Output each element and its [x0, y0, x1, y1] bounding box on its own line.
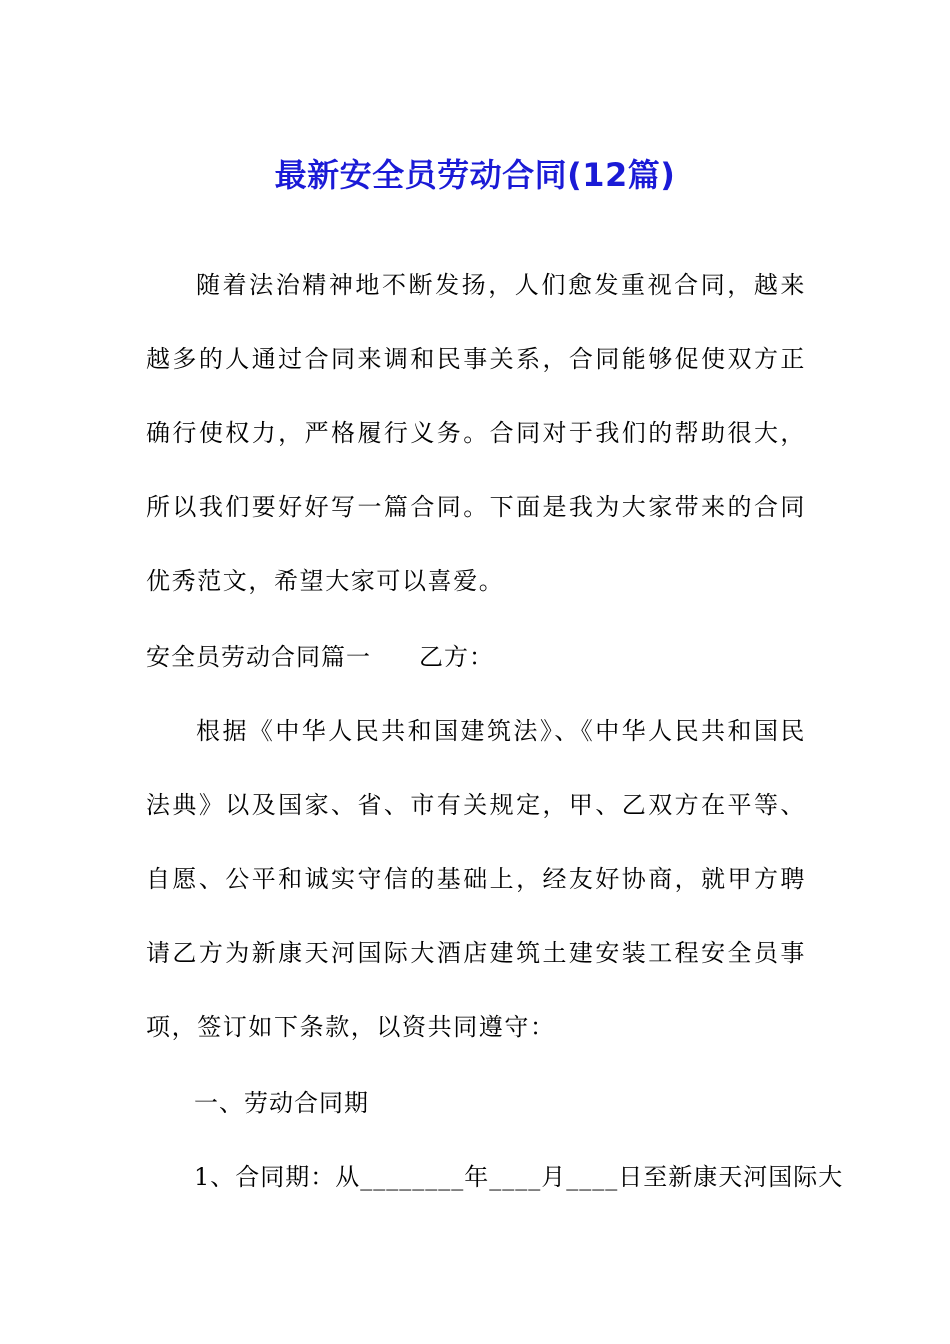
basis-paragraph: 根据《中华人民共和国建筑法》、《中华人民共和国民法典》以及国家、省、市有关规定，甲、乙双方在平等、自愿、公平和诚实守信的基础上，经友好协商，就甲方聘请乙方为新康天河国际大酒店建筑土建安装工程安全员事项，签订如下条款，以资共同遵守： — [146, 717, 806, 1041]
clause-heading: 一、劳动合同期 — [194, 1089, 369, 1117]
document-title: 最新安全员劳动合同(12篇) — [274, 156, 676, 195]
intro-paragraph: 随着法治精神地不断发扬，人们愈发重视合同，越来越多的人通过合同来调和民事关系，合同能够促使双方正确行使权力，严格履行义务。合同对于我们的帮助很大，所以我们要好好写一篇合同。下面是我为大家带来的合同优秀范文，希望大家可以喜爱。 — [146, 271, 806, 595]
clause-1-text: 1、合同期：从________年____月____日至新康天河国际大 — [194, 1163, 844, 1191]
section-title: 安全员劳动合同篇一 — [146, 643, 371, 671]
section-heading — [146, 620, 806, 694]
party-b-label: 乙方： — [419, 643, 494, 671]
